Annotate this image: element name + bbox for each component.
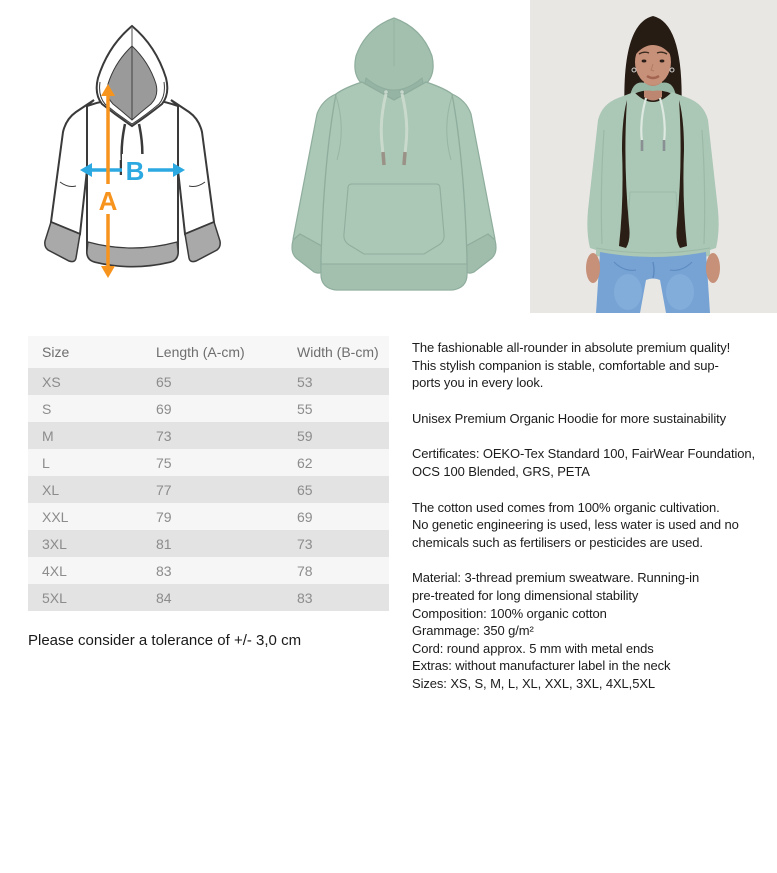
description-paragraph: The fashionable all-rounder in absolute premium quality! This stylish companion is stable, comfortable and sup- ports you in every look. [412,340,731,391]
table-cell: 77 [142,476,283,503]
table-cell: 84 [142,584,283,611]
size-diagram [30,20,235,292]
table-row [28,530,389,557]
table-cell: S [28,395,142,422]
table-row [28,449,389,476]
model-right-hand [706,253,720,283]
description-paragraph: Material: 3-thread premium sweatware. Running-in pre-treated for long dimensional stability Composition: 100% organic cotton Grammage: 350 g/m² Cord: round approx. 5 mm with metal ends Extras: without manufacturer label in the neck Sizes: XS, S, M, L, XL, XXL, 3XL, 4XL,5XL [412,570,700,691]
table-cell: 59 [283,422,389,449]
table-row [28,584,389,611]
table-cell: 53 [283,368,389,395]
description-paragraph: Certificates: OEKO-Tex Standard 100, FairWear Foundation, OCS 100 Blended, GRS, PETA [412,446,756,479]
length-arrow-label: A [98,186,118,216]
table-cell: M [28,422,142,449]
table-cell: 65 [283,476,389,503]
table-cell: 83 [142,557,283,584]
table-cell: 73 [142,422,283,449]
size-table [28,336,389,611]
table-cell: 79 [142,503,283,530]
table-header-row [28,336,389,368]
table-cell: 5XL [28,584,142,611]
model-left-hand [586,253,600,283]
table-row [28,503,389,530]
tolerance-note: Please consider a tolerance of +/- 3,0 cm [28,632,302,649]
product-photo-flat [274,8,540,304]
table-row [28,368,389,395]
table-row [28,557,389,584]
flat-hoodie [292,18,496,290]
product-photo-model [530,0,777,313]
flat-left-aglet [383,152,384,165]
table-cell: 78 [283,557,389,584]
table-cell: XS [28,368,142,395]
table-row [28,476,389,503]
table-cell: 4XL [28,557,142,584]
table-cell: 62 [283,449,389,476]
table-cell: 65 [142,368,283,395]
description-paragraph: The cotton used comes from 100% organic cultivation. No genetic engineering is used, less water is used and no chemicals such as fertilisers or pesticides are used. [412,499,739,550]
table-cell: 75 [142,449,283,476]
column-header-size: Size [28,336,142,368]
size-table-body [28,368,389,611]
description-paragraph: Unisex Premium Organic Hoodie for more sustainability [412,410,727,426]
table-row [28,395,389,422]
table-cell: 81 [142,530,283,557]
flat-left-grommet [384,90,388,94]
product-description [412,339,774,711]
flat-right-grommet [400,90,404,94]
table-cell: 73 [283,530,389,557]
table-cell: XXL [28,503,142,530]
column-header-length: Length (A-cm) [142,336,283,368]
table-row [28,422,389,449]
table-cell: 3XL [28,530,142,557]
size-chart-section [28,336,389,649]
width-arrow-label: B [125,156,145,186]
table-cell: 55 [283,395,389,422]
model-left-eye [642,60,647,63]
column-header-width: Width (B-cm) [283,336,389,368]
table-cell: 69 [283,503,389,530]
table-cell: 83 [283,584,389,611]
table-cell: L [28,449,142,476]
model-hoodie [587,92,718,261]
flat-hem-band [321,264,467,290]
flat-pocket [344,184,444,254]
table-cell: 69 [142,395,283,422]
table-cell: XL [28,476,142,503]
model-right-eye [660,60,665,63]
flat-right-aglet [404,152,405,165]
